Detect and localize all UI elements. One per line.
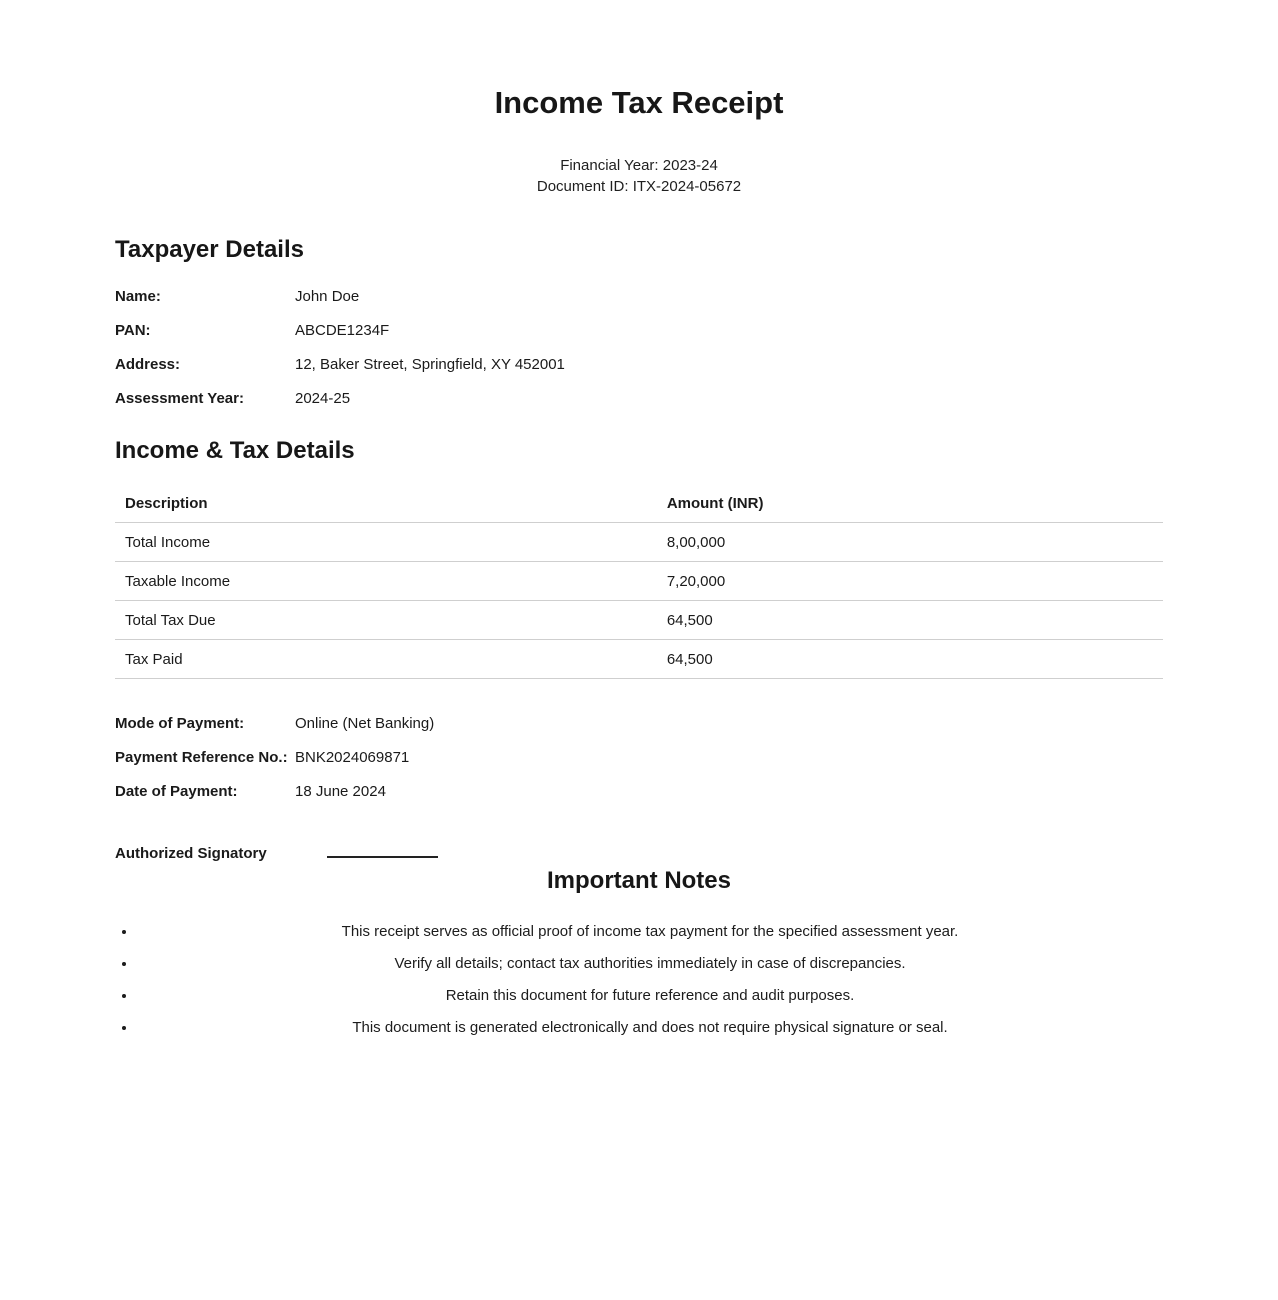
table-cell-description: Total Income <box>115 523 657 562</box>
field-label-payment-mode: Mode of Payment: <box>115 715 245 732</box>
taxpayer-details-heading: Taxpayer Details <box>115 236 304 263</box>
note-item: • Verify all details; contact tax authorities immediately in case of discrepancies. <box>137 953 1163 974</box>
table-cell-amount: 64,500 <box>657 640 1163 679</box>
note-item: • Retain this document for future reference and audit purposes. <box>137 985 1163 1006</box>
table-cell-description: Taxable Income <box>115 562 657 601</box>
field-label-address: Address: <box>115 356 181 373</box>
table-cell-amount: 7,20,000 <box>657 562 1163 601</box>
field-value-address: 12, Baker Street, Springfield, XY 452001 <box>295 356 565 373</box>
income-tax-table <box>115 484 1163 679</box>
table-header-amount: Amount (INR) <box>657 484 1163 523</box>
table-row <box>115 523 1163 562</box>
field-value-payment-mode: Online (Net Banking) <box>295 715 435 732</box>
field-label-pan: PAN: <box>115 322 151 339</box>
field-row-payment-mode <box>115 713 1163 734</box>
field-row-pan <box>115 320 1163 341</box>
taxpayer-fields <box>115 286 1163 409</box>
authorized-signatory-row <box>115 842 1163 864</box>
field-label-assessment-year: Assessment Year: <box>115 390 244 407</box>
field-row-address <box>115 354 1163 375</box>
important-notes-list <box>115 921 1163 1038</box>
field-value-pan: ABCDE1234F <box>295 322 390 339</box>
signature-line <box>327 842 438 858</box>
field-value-payment-date: 18 June 2024 <box>295 783 386 800</box>
table-header-row <box>115 484 1163 523</box>
note-item: • This receipt serves as official proof of income tax payment for the specified assessment year. <box>137 921 1163 942</box>
table-cell-amount: 8,00,000 <box>657 523 1163 562</box>
field-label-payment-date: Date of Payment: <box>115 783 238 800</box>
field-value-payment-reference: BNK2024069871 <box>295 749 410 766</box>
document-id-line: Document ID: ITX-2024-05672 <box>536 178 742 195</box>
note-item: • This document is generated electronically and does not require physical signature or seal. <box>137 1017 1163 1038</box>
table-row <box>115 562 1163 601</box>
table-cell-amount: 64,500 <box>657 601 1163 640</box>
field-value-assessment-year: 2024-25 <box>295 390 351 407</box>
page-title: Income Tax Receipt <box>494 85 784 120</box>
financial-year-line: Financial Year: 2023-24 <box>560 157 718 174</box>
important-notes-heading: Important Notes <box>546 867 731 894</box>
payment-fields <box>115 713 1163 802</box>
table-row <box>115 601 1163 640</box>
field-row-payment-date <box>115 781 1163 802</box>
field-value-name: John Doe <box>295 288 360 305</box>
authorized-signatory-label: Authorized Signatory <box>115 845 267 862</box>
table-cell-description: Total Tax Due <box>115 601 657 640</box>
document-meta <box>115 155 1163 197</box>
field-label-name: Name: <box>115 288 161 305</box>
field-row-payment-reference <box>115 747 1163 768</box>
table-header-description: Description <box>115 484 657 523</box>
field-label-payment-reference: Payment Reference No.: <box>115 749 288 766</box>
field-row-name <box>115 286 1163 307</box>
receipt-document <box>115 0 1163 1038</box>
table-cell-description: Tax Paid <box>115 640 657 679</box>
field-row-assessment-year <box>115 388 1163 409</box>
table-row <box>115 640 1163 679</box>
income-tax-details-heading: Income & Tax Details <box>115 437 355 464</box>
